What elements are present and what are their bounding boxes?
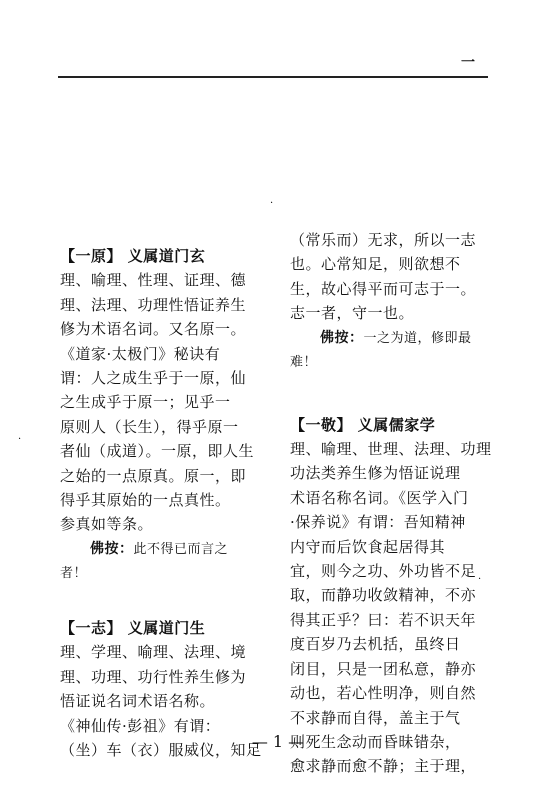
text-line: 志一者，守一也。 [290,304,415,323]
left-column [60,244,290,762]
entry-yizhi-continued [290,228,510,375]
text-line: 得其正乎？曰：若不识天年 [290,610,477,629]
editor-note [290,326,510,375]
note-text: 一之为道，修即最 [363,330,472,346]
text-line: 【一原】 义属道门玄 [60,247,206,265]
text-line: 则死生念动而昏昧错杂， [290,732,461,751]
header-rule [58,76,488,78]
stray-dot: · [478,574,482,585]
text-line: 得乎其原始的一点真性。 [60,491,231,510]
text-line: 【一敬】 义属儒家学 [290,415,436,434]
note-label: 佛按： [320,329,364,346]
text-line: 理、法理、功理性悟证养生 [60,295,247,314]
text-line: 谓：人之成生乎于一原，仙 [60,369,247,388]
text-line: 悟证说名词术语名称。 [60,692,216,711]
text-line: 理、学理、喻理、法理、境 [60,643,247,662]
text-line: 理、功理、功行性养生修为 [60,667,247,686]
text-line: （坐）车（衣）服威仪，知足 [60,740,262,759]
text-line: 取，而静功收敛精神，不亦 [290,586,477,605]
text-line: 愈求静而愈不静；主于理， [290,757,477,776]
entry-yijing [290,413,510,779]
text-line: （常乐而）无求，所以一志 [290,231,477,249]
text-line: 参真如等条。 [60,515,154,534]
page-number: — 1 — [251,732,305,751]
running-header-mark: 一 [461,55,475,71]
text-line: 功法类养生修为悟证说理 [290,464,461,483]
note-text: 者！ [60,565,88,581]
text-line: 也。心常知足，则欲想不 [290,255,461,274]
text-line: 生，故心得平而可志于一。 [290,279,477,298]
note-text: 此不得已而言之 [133,541,229,557]
text-line: 之生成乎于原一；见乎一 [60,393,231,412]
text-line: 《道家·太极门》秘诀有 [60,344,221,363]
text-line: 理、喻理、性理、证理、德 [60,271,247,290]
stray-dot: · [18,434,22,445]
text-line: 修为术语名词。又名原一。 [60,320,247,339]
entry-yiyuan [60,244,290,586]
note-label: 佛按： [90,540,134,557]
text-line: 【一志】 义属道门生 [60,618,206,637]
text-line: 理、喻理、世理、法理、功理 [290,440,492,459]
text-line: ·保养说》有谓：吾知精神 [290,513,466,532]
text-line: 内守而后饮食起居得其 [290,537,446,556]
text-line: 术语名称名词。《医学入门 [290,488,469,507]
text-line: 闭目，只是一团私意，静亦 [290,659,477,678]
text-line: 之始的一点原真。原一，即 [60,466,247,485]
text-line: 度百岁乃去机括，虽终日 [290,635,461,654]
text-line: 不求静而自得，盖主于气 [290,708,461,727]
text-line: 《神仙传·彭祖》有谓： [60,716,221,735]
text-line: 者仙（成道）。一原，即人生 [60,442,255,461]
stray-dot: · [270,198,274,209]
editor-note [60,537,290,586]
text-line: 动也，若心性明净，则自然 [290,684,477,703]
text-line: 宜，则今之功、外功皆不足 [290,562,477,581]
right-column [290,228,510,779]
note-text: 难！ [290,354,318,370]
text-line: 原则人（长生），得乎原一 [60,417,239,436]
